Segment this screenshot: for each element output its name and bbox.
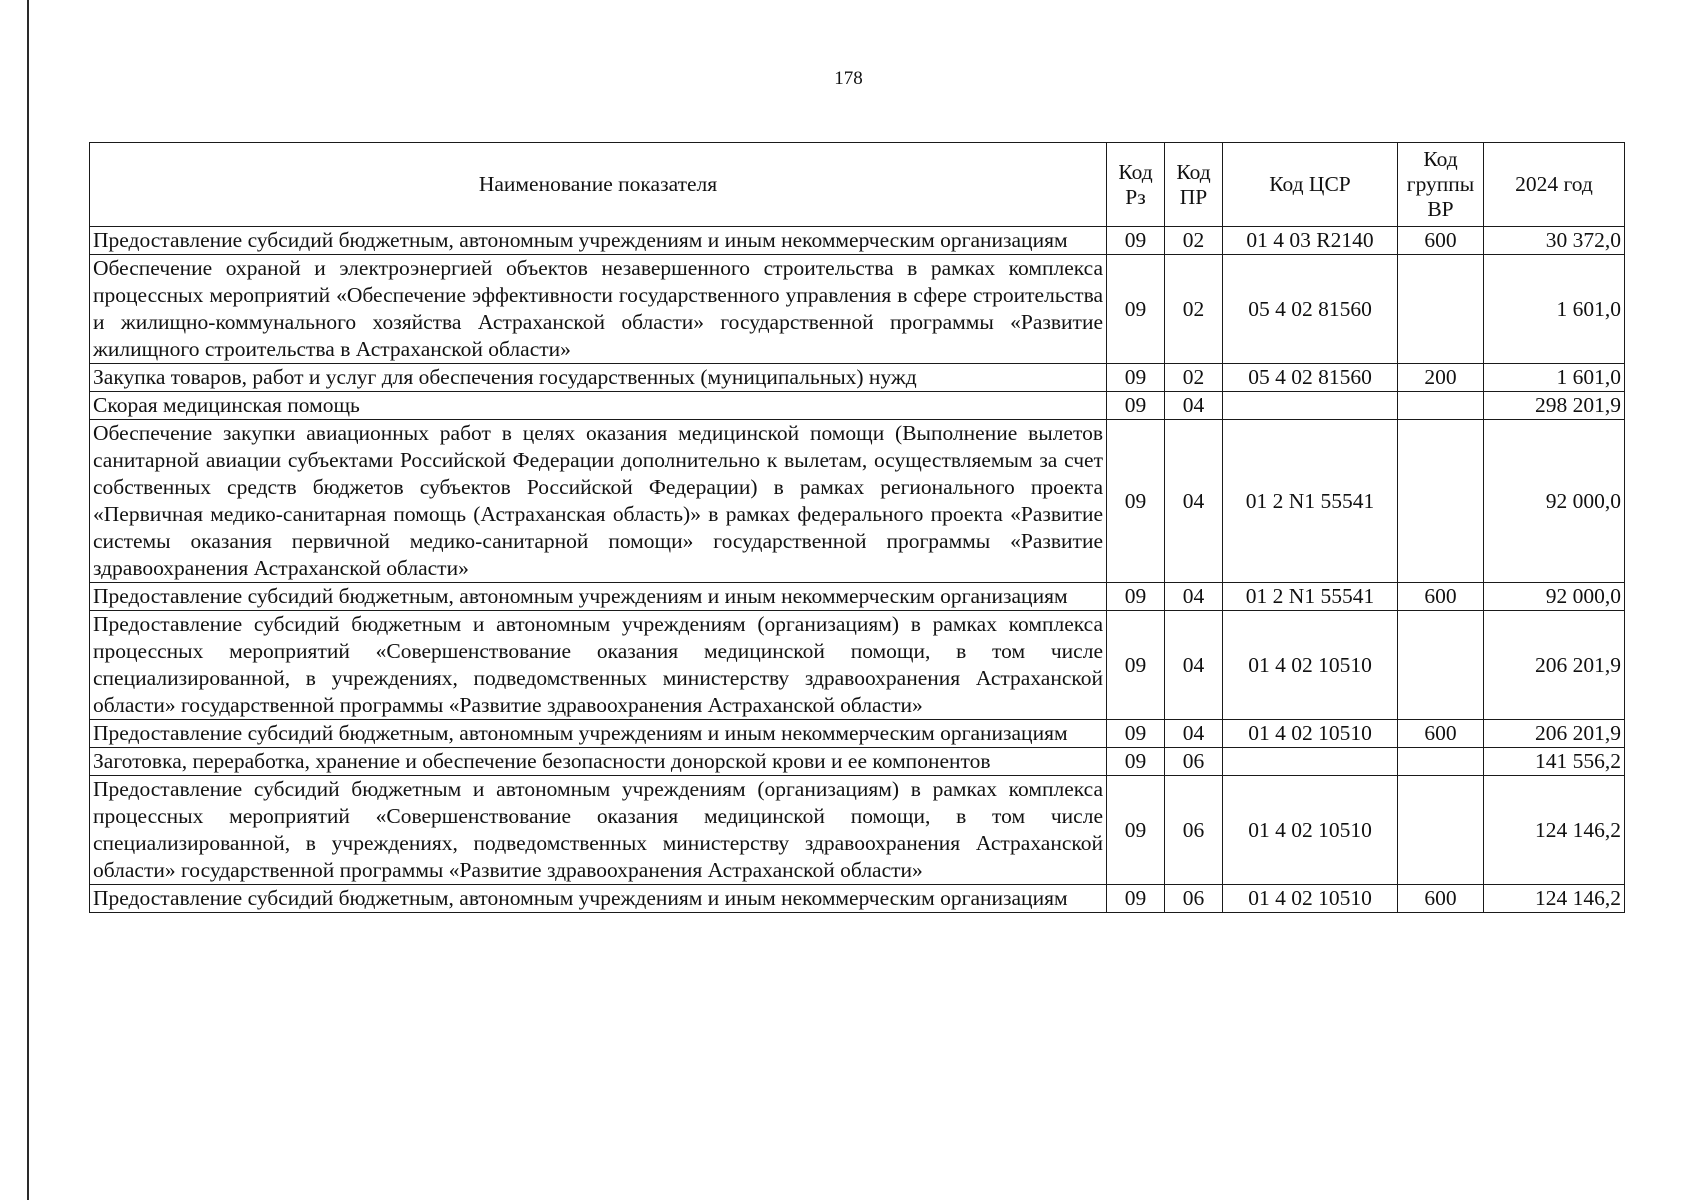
table-row	[90, 583, 1625, 611]
row-name: Обеспечение охраной и электроэнергией объектов незавершенного строительства в рамках комплекса процессных мероприятий «Обеспечение эффективности государственного управления в сфере строительства и жилищно-коммунального хозяйства Астраханской области» государственной программы «Развитие жилищного строительства в Астраханской области»	[90, 255, 1107, 364]
row-amount: 92 000,0	[1484, 583, 1625, 611]
row-name: Заготовка, переработка, хранение и обеспечение безопасности донорской крови и ее компонентов	[90, 748, 1107, 776]
header-rz: Код Рз	[1107, 143, 1165, 227]
row-csr	[1223, 392, 1398, 420]
row-csr: 01 4 02 10510	[1223, 720, 1398, 748]
scan-edge-line	[27, 0, 29, 1200]
row-pr: 04	[1165, 611, 1223, 720]
table-row	[90, 392, 1625, 420]
header-pr: Код ПР	[1165, 143, 1223, 227]
row-vr	[1398, 392, 1484, 420]
row-amount: 124 146,2	[1484, 885, 1625, 913]
header-year: 2024 год	[1484, 143, 1625, 227]
page-number: 178	[834, 68, 863, 89]
row-csr: 01 4 03 R2140	[1223, 227, 1398, 255]
row-pr: 06	[1165, 885, 1223, 913]
table-row	[90, 611, 1625, 720]
header-csr: Код ЦСР	[1223, 143, 1398, 227]
row-vr: 600	[1398, 885, 1484, 913]
row-amount: 1 601,0	[1484, 255, 1625, 364]
header-name: Наименование показателя	[90, 143, 1107, 227]
row-name: Скорая медицинская помощь	[90, 392, 1107, 420]
row-name: Предоставление субсидий бюджетным, автономным учреждениям и иным некоммерческим организациям	[90, 227, 1107, 255]
row-name: Обеспечение закупки авиационных работ в целях оказания медицинской помощи (Выполнение вылетов санитарной авиации субъектами Российской Федерации дополнительно к вылетам, осуществляемым за счет собственных средств бюджетов субъектов Российской Федерации) в рамках регионального проекта «Первичная медико-санитарная помощь (Астраханская область)» в рамках федерального проекта «Развитие системы оказания первичной медико-санитарной помощи» государственной программы «Развитие здравоохранения Астраханской области»	[90, 420, 1107, 583]
row-csr: 05 4 02 81560	[1223, 255, 1398, 364]
table-row	[90, 227, 1625, 255]
row-vr: 600	[1398, 227, 1484, 255]
budget-table	[89, 142, 1625, 913]
row-amount: 298 201,9	[1484, 392, 1625, 420]
row-vr	[1398, 255, 1484, 364]
row-rz: 09	[1107, 420, 1165, 583]
row-pr: 04	[1165, 583, 1223, 611]
row-amount: 30 372,0	[1484, 227, 1625, 255]
row-vr: 600	[1398, 583, 1484, 611]
row-pr: 06	[1165, 748, 1223, 776]
row-rz: 09	[1107, 392, 1165, 420]
row-csr: 01 4 02 10510	[1223, 611, 1398, 720]
row-name: Предоставление субсидий бюджетным, автономным учреждениям и иным некоммерческим организациям	[90, 720, 1107, 748]
row-pr: 02	[1165, 227, 1223, 255]
row-pr: 06	[1165, 776, 1223, 885]
row-amount: 1 601,0	[1484, 364, 1625, 392]
header-vr: Код группы ВР	[1398, 143, 1484, 227]
row-vr	[1398, 748, 1484, 776]
row-name: Закупка товаров, работ и услуг для обеспечения государственных (муниципальных) нужд	[90, 364, 1107, 392]
row-name: Предоставление субсидий бюджетным, автономным учреждениям и иным некоммерческим организациям	[90, 583, 1107, 611]
row-pr: 02	[1165, 255, 1223, 364]
row-amount: 206 201,9	[1484, 611, 1625, 720]
row-csr: 01 2 N1 55541	[1223, 420, 1398, 583]
row-vr	[1398, 776, 1484, 885]
table-row	[90, 748, 1625, 776]
row-name: Предоставление субсидий бюджетным и автономным учреждениям (организациям) в рамках комплекса процессных мероприятий «Совершенствование оказания медицинской помощи, в том числе специализированной, в учреждениях, подведомственных министерству здравоохранения Астраханской области» государственной программы «Развитие здравоохранения Астраханской области»	[90, 611, 1107, 720]
row-amount: 124 146,2	[1484, 776, 1625, 885]
row-amount: 141 556,2	[1484, 748, 1625, 776]
row-csr: 01 4 02 10510	[1223, 885, 1398, 913]
row-pr: 02	[1165, 364, 1223, 392]
row-rz: 09	[1107, 611, 1165, 720]
row-rz: 09	[1107, 227, 1165, 255]
row-rz: 09	[1107, 364, 1165, 392]
table-row	[90, 364, 1625, 392]
row-rz: 09	[1107, 748, 1165, 776]
row-name: Предоставление субсидий бюджетным и автономным учреждениям (организациям) в рамках комплекса процессных мероприятий «Совершенствование оказания медицинской помощи, в том числе специализированной, в учреждениях, подведомственных министерству здравоохранения Астраханской области» государственной программы «Развитие здравоохранения Астраханской области»	[90, 776, 1107, 885]
row-pr: 04	[1165, 420, 1223, 583]
row-rz: 09	[1107, 720, 1165, 748]
row-csr: 05 4 02 81560	[1223, 364, 1398, 392]
row-csr: 01 4 02 10510	[1223, 776, 1398, 885]
row-vr: 200	[1398, 364, 1484, 392]
row-amount: 206 201,9	[1484, 720, 1625, 748]
row-pr: 04	[1165, 720, 1223, 748]
row-rz: 09	[1107, 885, 1165, 913]
row-vr	[1398, 420, 1484, 583]
row-csr: 01 2 N1 55541	[1223, 583, 1398, 611]
table-row	[90, 255, 1625, 364]
row-rz: 09	[1107, 776, 1165, 885]
row-vr	[1398, 611, 1484, 720]
row-vr: 600	[1398, 720, 1484, 748]
table-row	[90, 720, 1625, 748]
row-rz: 09	[1107, 255, 1165, 364]
table-row	[90, 885, 1625, 913]
row-pr: 04	[1165, 392, 1223, 420]
table-row	[90, 776, 1625, 885]
header-row	[90, 143, 1625, 227]
table-body	[90, 227, 1625, 913]
row-csr	[1223, 748, 1398, 776]
table-row	[90, 420, 1625, 583]
row-rz: 09	[1107, 583, 1165, 611]
row-name: Предоставление субсидий бюджетным, автономным учреждениям и иным некоммерческим организациям	[90, 885, 1107, 913]
row-amount: 92 000,0	[1484, 420, 1625, 583]
table-header	[90, 143, 1625, 227]
